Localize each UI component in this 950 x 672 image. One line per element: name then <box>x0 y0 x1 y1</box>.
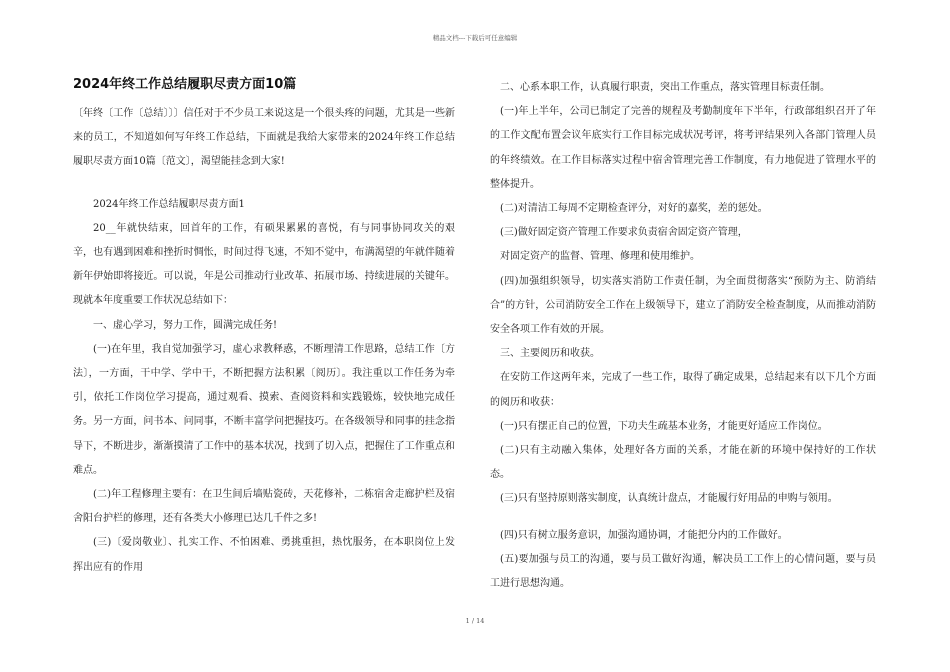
body-paragraph: (三)做好固定资产管理工作要求负责宿舍固定资产管理， <box>500 227 748 239</box>
body-paragraph: 20__年就快结束，回首年的工作，有硕果累累的喜悦，有与同事协同攻关的艰辛，也有遇到困难和挫折时惆怅，时间过得飞速，不知不觉中，布满渴望的年就伴随着新年伊始即将接近。可以说，年是公司推动行业改革、拓展市场、持续进展的关键年。现就本年度重要工作状况总结如下： <box>73 222 455 307</box>
left-column <box>73 76 455 580</box>
subheading: 二、心系本职工作，认真履行职责，突出工作重点，落实管理目标责任制。 <box>500 82 830 93</box>
body-paragraph: (四)加强组织领导，切实落实消防工作责任制，为全面贯彻落实“预防为主、防消结合”的方针，公司消防安全工作在上级领导下，建立了消防安全检查制度，从而推动消防安全各项工作有效的开展。 <box>490 275 876 336</box>
body-paragraph: (一)在年里，我自觉加强学习，虚心求教释惑，不断理清工作思路，总结工作〔方法〕，一方面，干中学、学中干，不断把握方法积累〔阅历〕。我注重以工作任务为牵引，依托工作岗位学习提高，通过观看、摸索、查阅资料和实践锻炼，较快地完成任务。另一方面，问书本、问同事，不断丰富学问把握技巧。在各级领导和同事的挂念指导下，不断进步，渐渐摸清了工作中的基本状况，找到了切入点，把握住了工作重点和难点。 <box>73 343 455 476</box>
body-paragraph: (三)只有坚持原则落实制度，认真统计盘点，才能履行好用品的申购与领用。 <box>500 493 838 505</box>
body-paragraph: 对固定资产的监督、管理、修理和使用维护。 <box>500 251 700 263</box>
body-paragraph: (二)只有主动融入集体，处理好各方面的关系，才能在新的环境中保持好的工作状态。 <box>490 445 876 481</box>
body-paragraph: (五)要加强与员工的沟通，要与员工做好沟通，解决员工工作上的心情问题，要与员工进行思想沟通。 <box>490 553 876 590</box>
body-paragraph: 在安防工作这两年来，完成了一些工作，取得了确定成果，总结起来有以下几个方面的阅历和收获： <box>490 372 876 408</box>
right-column <box>490 76 876 596</box>
subheading: 三、主要阅历和收获。 <box>500 348 600 360</box>
section-heading: 2024年终工作总结履职尽责方面1 <box>93 198 245 210</box>
intro-paragraph: 〔年终〔工作〔总结〕〕〕信任对于不少员工来说这是一个很头疼的问题，尤其是一些新来的员工，不知道如何写年终工作总结，下面就是我给大家带来的2024年终工作总结履职尽责方面10篇〔范文〕，渴望能挂念到大家! <box>73 108 455 168</box>
document-title: 2024年终工作总结履职尽责方面10篇 <box>73 77 297 92</box>
body-paragraph: (一)只有摆正自己的位置，下功夫生疏基本业务，才能更好适应工作岗位。 <box>500 420 828 432</box>
subheading: 一、虚心学习，努力工作，圆满完成任务! <box>93 319 278 331</box>
body-paragraph: (二)对清洁工每周不定期检查评分，对好的嘉奖，差的惩处。 <box>500 203 768 215</box>
body-paragraph: (四)只有树立服务意识，加强沟通协调，才能把分内的工作做好。 <box>500 529 788 541</box>
page-number: 1 / 14 <box>465 617 485 625</box>
body-paragraph: (二)年工程修理主要有：在卫生间后墙贴瓷砖，天花修补，二栋宿舍走廊护栏及宿舍阳台护栏的修理，还有各类大小修理已达几千件之多! <box>73 489 455 525</box>
body-paragraph: (一)年上半年，公司已制定了完善的规程及考勤制度年下半年，行政部组织召开了年的工作文配布置会议年底实行工作目标完成状况考评，将考评结果列入各部门管理人员的年终绩效。在工作目标落实过程中宿舍管理完善工作制度，有力地促进了管理水平的整体提升。 <box>490 106 876 190</box>
page-header: 精品文档---下载后可任意编辑 <box>432 34 518 42</box>
body-paragraph: (三)〔爱岗敬业〕、扎实工作、不怕困难、勇挑重担，热忱服务，在本职岗位上发挥出应有的作用 <box>73 537 455 573</box>
